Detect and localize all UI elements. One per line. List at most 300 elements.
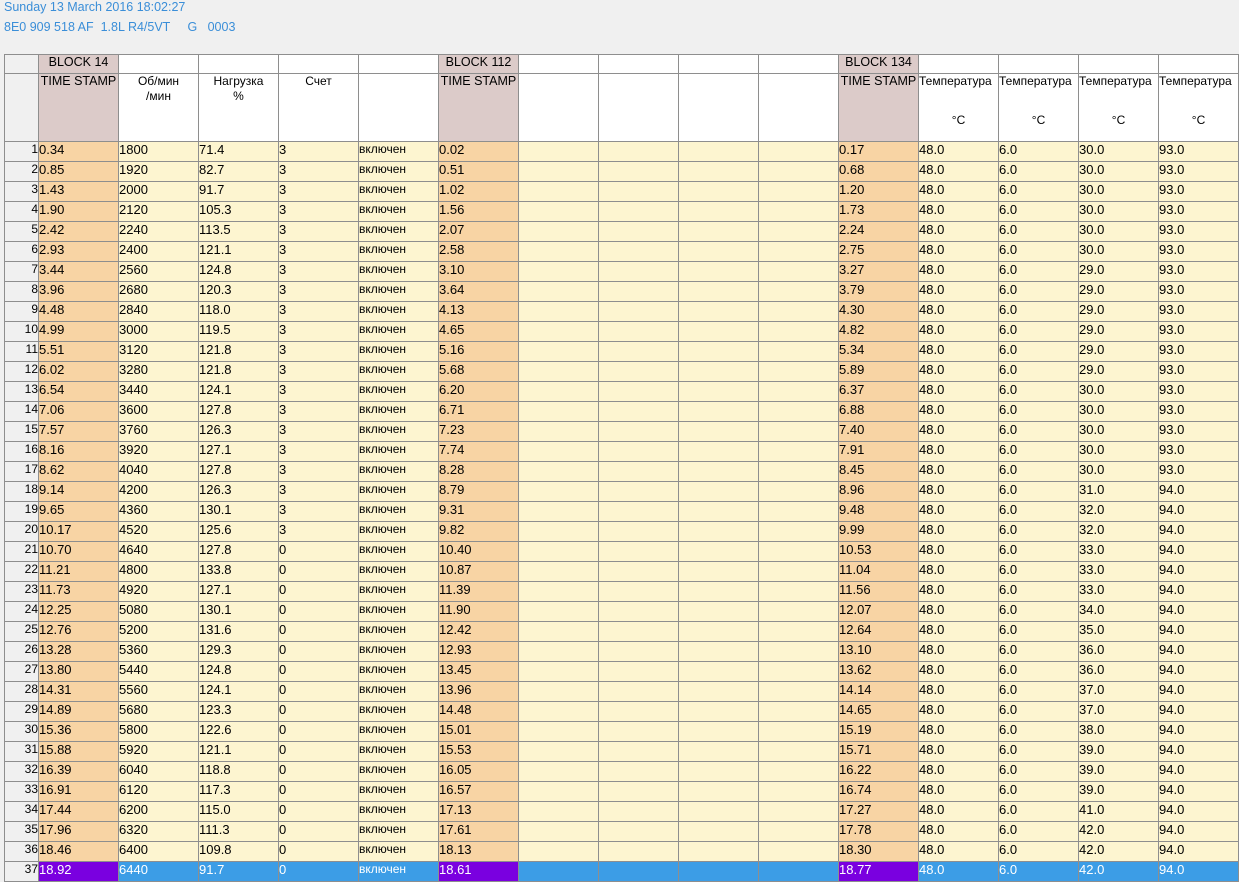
empty-cell[interactable] bbox=[519, 202, 599, 222]
empty-header[interactable] bbox=[679, 74, 759, 142]
temperature-4-value[interactable]: 94.0 bbox=[1159, 482, 1239, 502]
block-134-timestamp[interactable]: 7.40 bbox=[839, 422, 919, 442]
block-134-column[interactable] bbox=[1079, 55, 1159, 74]
count-value[interactable]: 0 bbox=[279, 802, 359, 822]
temperature-3-value[interactable]: 30.0 bbox=[1079, 202, 1159, 222]
rpm-value[interactable]: 4800 bbox=[119, 562, 199, 582]
temperature-1-value[interactable]: 48.0 bbox=[919, 662, 999, 682]
temperature-1-value[interactable]: 48.0 bbox=[919, 642, 999, 662]
empty-cell[interactable] bbox=[519, 242, 599, 262]
empty-cell[interactable] bbox=[759, 482, 839, 502]
empty-cell[interactable] bbox=[599, 862, 679, 882]
temperature-1-value[interactable]: 48.0 bbox=[919, 222, 999, 242]
temperature-2-value[interactable]: 6.0 bbox=[999, 482, 1079, 502]
block-112-timestamp[interactable]: 16.57 bbox=[439, 782, 519, 802]
empty-cell[interactable] bbox=[599, 722, 679, 742]
empty-cell[interactable] bbox=[759, 262, 839, 282]
table-row[interactable] bbox=[5, 202, 1239, 222]
block-112-timestamp[interactable]: 1.02 bbox=[439, 182, 519, 202]
temperature-4-value[interactable]: 94.0 bbox=[1159, 682, 1239, 702]
empty-cell[interactable] bbox=[759, 602, 839, 622]
empty-cell[interactable] bbox=[759, 622, 839, 642]
empty-cell[interactable] bbox=[679, 822, 759, 842]
table-row[interactable] bbox=[5, 742, 1239, 762]
count-value[interactable]: 3 bbox=[279, 282, 359, 302]
count-value[interactable]: 3 bbox=[279, 342, 359, 362]
temperature-2-value[interactable]: 6.0 bbox=[999, 302, 1079, 322]
temperature-1-value[interactable]: 48.0 bbox=[919, 462, 999, 482]
status-value[interactable]: включен bbox=[359, 802, 439, 822]
block-14-timestamp[interactable]: 16.39 bbox=[39, 762, 119, 782]
temperature-4-value[interactable]: 93.0 bbox=[1159, 142, 1239, 162]
empty-cell[interactable] bbox=[759, 442, 839, 462]
empty-cell[interactable] bbox=[599, 762, 679, 782]
empty-cell[interactable] bbox=[599, 162, 679, 182]
rpm-value[interactable]: 2000 bbox=[119, 182, 199, 202]
temperature-4-value[interactable]: 94.0 bbox=[1159, 782, 1239, 802]
empty-cell[interactable] bbox=[519, 342, 599, 362]
empty-cell[interactable] bbox=[519, 462, 599, 482]
temperature-3-value[interactable]: 29.0 bbox=[1079, 342, 1159, 362]
empty-cell[interactable] bbox=[679, 482, 759, 502]
temperature-1-value[interactable]: 48.0 bbox=[919, 142, 999, 162]
block-14-timestamp[interactable]: 10.17 bbox=[39, 522, 119, 542]
rpm-value[interactable]: 1920 bbox=[119, 162, 199, 182]
block-112-timestamp[interactable]: 14.48 bbox=[439, 702, 519, 722]
temperature-3-value[interactable]: 33.0 bbox=[1079, 562, 1159, 582]
temperature-1-value[interactable]: 48.0 bbox=[919, 442, 999, 462]
temperature-2-value[interactable]: 6.0 bbox=[999, 622, 1079, 642]
temperature-3-value[interactable]: 38.0 bbox=[1079, 722, 1159, 742]
empty-cell[interactable] bbox=[759, 822, 839, 842]
rpm-value[interactable]: 2120 bbox=[119, 202, 199, 222]
empty-cell[interactable] bbox=[759, 862, 839, 882]
empty-cell[interactable] bbox=[599, 822, 679, 842]
load-value[interactable]: 120.3 bbox=[199, 282, 279, 302]
rpm-value[interactable]: 4360 bbox=[119, 502, 199, 522]
empty-cell[interactable] bbox=[519, 262, 599, 282]
block-112-timestamp[interactable]: 17.13 bbox=[439, 802, 519, 822]
temperature-2-value[interactable]: 6.0 bbox=[999, 142, 1079, 162]
temperature-1-value[interactable]: 48.0 bbox=[919, 782, 999, 802]
empty-cell[interactable] bbox=[519, 522, 599, 542]
temperature-1-value[interactable]: 48.0 bbox=[919, 762, 999, 782]
rpm-value[interactable]: 2840 bbox=[119, 302, 199, 322]
block-112-column[interactable] bbox=[759, 55, 839, 74]
rpm-value[interactable]: 2240 bbox=[119, 222, 199, 242]
table-row[interactable] bbox=[5, 802, 1239, 822]
rpm-value[interactable]: 6320 bbox=[119, 822, 199, 842]
rpm-header[interactable] bbox=[119, 74, 199, 142]
rpm-value[interactable]: 2560 bbox=[119, 262, 199, 282]
count-header[interactable] bbox=[279, 74, 359, 142]
temperature-2-value[interactable]: 6.0 bbox=[999, 462, 1079, 482]
temperature-2-value[interactable]: 6.0 bbox=[999, 682, 1079, 702]
temperature-1-value[interactable]: 48.0 bbox=[919, 282, 999, 302]
table-row[interactable] bbox=[5, 722, 1239, 742]
load-value[interactable]: 124.8 bbox=[199, 262, 279, 282]
block-134-timestamp[interactable]: 12.64 bbox=[839, 622, 919, 642]
rpm-value[interactable]: 5200 bbox=[119, 622, 199, 642]
count-value[interactable]: 3 bbox=[279, 422, 359, 442]
load-value[interactable]: 71.4 bbox=[199, 142, 279, 162]
temperature-1-value[interactable]: 48.0 bbox=[919, 582, 999, 602]
empty-cell[interactable] bbox=[519, 142, 599, 162]
empty-cell[interactable] bbox=[519, 562, 599, 582]
block-14-timestamp[interactable]: 14.89 bbox=[39, 702, 119, 722]
status-value[interactable]: включен bbox=[359, 642, 439, 662]
empty-header[interactable] bbox=[599, 74, 679, 142]
temperature-header[interactable] bbox=[1079, 74, 1159, 142]
count-value[interactable]: 3 bbox=[279, 322, 359, 342]
table-row[interactable] bbox=[5, 522, 1239, 542]
block-112-timestamp[interactable]: 4.13 bbox=[439, 302, 519, 322]
empty-cell[interactable] bbox=[599, 282, 679, 302]
empty-cell[interactable] bbox=[759, 382, 839, 402]
empty-cell[interactable] bbox=[599, 582, 679, 602]
temperature-1-value[interactable]: 48.0 bbox=[919, 522, 999, 542]
block-134-timestamp[interactable]: 9.48 bbox=[839, 502, 919, 522]
empty-cell[interactable] bbox=[759, 202, 839, 222]
block-112-timestamp[interactable]: 12.42 bbox=[439, 622, 519, 642]
block-134-timestamp[interactable]: 17.78 bbox=[839, 822, 919, 842]
temperature-3-value[interactable]: 39.0 bbox=[1079, 762, 1159, 782]
empty-cell[interactable] bbox=[519, 442, 599, 462]
empty-cell[interactable] bbox=[519, 622, 599, 642]
temperature-2-value[interactable]: 6.0 bbox=[999, 202, 1079, 222]
rpm-value[interactable]: 4040 bbox=[119, 462, 199, 482]
temperature-3-value[interactable]: 30.0 bbox=[1079, 182, 1159, 202]
empty-cell[interactable] bbox=[759, 282, 839, 302]
block-134-timestamp[interactable]: 0.68 bbox=[839, 162, 919, 182]
status-value[interactable]: включен bbox=[359, 202, 439, 222]
block-112-timestamp[interactable]: 15.01 bbox=[439, 722, 519, 742]
empty-cell[interactable] bbox=[519, 662, 599, 682]
empty-cell[interactable] bbox=[599, 682, 679, 702]
temperature-1-value[interactable]: 48.0 bbox=[919, 602, 999, 622]
block-134-timestamp[interactable]: 16.22 bbox=[839, 762, 919, 782]
temperature-3-value[interactable]: 32.0 bbox=[1079, 522, 1159, 542]
empty-cell[interactable] bbox=[599, 342, 679, 362]
empty-cell[interactable] bbox=[679, 322, 759, 342]
rpm-value[interactable]: 5440 bbox=[119, 662, 199, 682]
block-14-timestamp[interactable]: 9.65 bbox=[39, 502, 119, 522]
timestamp-header[interactable]: TIME STAMP bbox=[439, 74, 519, 142]
count-value[interactable]: 3 bbox=[279, 142, 359, 162]
rpm-value[interactable]: 6040 bbox=[119, 762, 199, 782]
empty-cell[interactable] bbox=[759, 222, 839, 242]
empty-cell[interactable] bbox=[759, 522, 839, 542]
temperature-3-value[interactable]: 30.0 bbox=[1079, 162, 1159, 182]
temperature-1-value[interactable]: 48.0 bbox=[919, 382, 999, 402]
empty-cell[interactable] bbox=[679, 402, 759, 422]
block-14-timestamp[interactable]: 18.92 bbox=[39, 862, 119, 882]
count-value[interactable]: 0 bbox=[279, 822, 359, 842]
temperature-1-value[interactable]: 48.0 bbox=[919, 422, 999, 442]
empty-cell[interactable] bbox=[519, 682, 599, 702]
block-134-timestamp[interactable]: 8.45 bbox=[839, 462, 919, 482]
empty-cell[interactable] bbox=[759, 462, 839, 482]
temperature-3-value[interactable]: 42.0 bbox=[1079, 862, 1159, 882]
block-134-timestamp[interactable]: 6.37 bbox=[839, 382, 919, 402]
temperature-2-value[interactable]: 6.0 bbox=[999, 782, 1079, 802]
temperature-4-value[interactable]: 93.0 bbox=[1159, 202, 1239, 222]
rpm-value[interactable]: 5920 bbox=[119, 742, 199, 762]
empty-cell[interactable] bbox=[519, 742, 599, 762]
block-134-label[interactable]: BLOCK 134 bbox=[839, 55, 919, 74]
empty-cell[interactable] bbox=[599, 442, 679, 462]
block-134-timestamp[interactable]: 2.75 bbox=[839, 242, 919, 262]
block-134-timestamp[interactable]: 13.10 bbox=[839, 642, 919, 662]
empty-cell[interactable] bbox=[759, 162, 839, 182]
count-value[interactable]: 0 bbox=[279, 602, 359, 622]
temperature-2-value[interactable]: 6.0 bbox=[999, 222, 1079, 242]
load-value[interactable]: 115.0 bbox=[199, 802, 279, 822]
block-112-timestamp[interactable]: 10.40 bbox=[439, 542, 519, 562]
table-row[interactable] bbox=[5, 182, 1239, 202]
rpm-value[interactable]: 3120 bbox=[119, 342, 199, 362]
temperature-3-value[interactable]: 33.0 bbox=[1079, 582, 1159, 602]
table-row[interactable] bbox=[5, 702, 1239, 722]
block-112-timestamp[interactable]: 9.31 bbox=[439, 502, 519, 522]
block-134-timestamp[interactable]: 15.71 bbox=[839, 742, 919, 762]
empty-cell[interactable] bbox=[599, 702, 679, 722]
temperature-3-value[interactable]: 29.0 bbox=[1079, 262, 1159, 282]
load-value[interactable]: 130.1 bbox=[199, 502, 279, 522]
block-112-timestamp[interactable]: 10.87 bbox=[439, 562, 519, 582]
temperature-2-value[interactable]: 6.0 bbox=[999, 762, 1079, 782]
empty-cell[interactable] bbox=[519, 222, 599, 242]
temperature-1-value[interactable]: 48.0 bbox=[919, 322, 999, 342]
block-14-timestamp[interactable]: 4.48 bbox=[39, 302, 119, 322]
block-14-timestamp[interactable]: 13.80 bbox=[39, 662, 119, 682]
temperature-3-value[interactable]: 30.0 bbox=[1079, 222, 1159, 242]
block-14-timestamp[interactable]: 14.31 bbox=[39, 682, 119, 702]
temperature-4-value[interactable]: 94.0 bbox=[1159, 522, 1239, 542]
rpm-value[interactable]: 3760 bbox=[119, 422, 199, 442]
empty-cell[interactable] bbox=[599, 142, 679, 162]
temperature-3-value[interactable]: 42.0 bbox=[1079, 842, 1159, 862]
empty-cell[interactable] bbox=[759, 362, 839, 382]
empty-cell[interactable] bbox=[599, 362, 679, 382]
temperature-1-value[interactable]: 48.0 bbox=[919, 162, 999, 182]
count-value[interactable]: 0 bbox=[279, 582, 359, 602]
empty-cell[interactable] bbox=[519, 402, 599, 422]
temperature-3-value[interactable]: 29.0 bbox=[1079, 322, 1159, 342]
load-value[interactable]: 127.1 bbox=[199, 442, 279, 462]
temperature-3-value[interactable]: 30.0 bbox=[1079, 462, 1159, 482]
temperature-3-value[interactable]: 42.0 bbox=[1079, 822, 1159, 842]
temperature-4-value[interactable]: 93.0 bbox=[1159, 442, 1239, 462]
block-14-timestamp[interactable]: 6.02 bbox=[39, 362, 119, 382]
temperature-2-value[interactable]: 6.0 bbox=[999, 582, 1079, 602]
temperature-3-value[interactable]: 29.0 bbox=[1079, 362, 1159, 382]
temperature-2-value[interactable]: 6.0 bbox=[999, 282, 1079, 302]
table-row[interactable] bbox=[5, 422, 1239, 442]
block-134-timestamp[interactable]: 12.07 bbox=[839, 602, 919, 622]
load-value[interactable]: 129.3 bbox=[199, 642, 279, 662]
count-value[interactable]: 3 bbox=[279, 242, 359, 262]
block-14-timestamp[interactable]: 2.42 bbox=[39, 222, 119, 242]
temperature-4-value[interactable]: 93.0 bbox=[1159, 462, 1239, 482]
block-112-timestamp[interactable]: 3.64 bbox=[439, 282, 519, 302]
temperature-2-value[interactable]: 6.0 bbox=[999, 702, 1079, 722]
block-134-timestamp[interactable]: 7.91 bbox=[839, 442, 919, 462]
status-value[interactable]: включен bbox=[359, 822, 439, 842]
temperature-3-value[interactable]: 41.0 bbox=[1079, 802, 1159, 822]
load-value[interactable]: 121.8 bbox=[199, 342, 279, 362]
empty-cell[interactable] bbox=[599, 482, 679, 502]
temperature-2-value[interactable]: 6.0 bbox=[999, 262, 1079, 282]
empty-cell[interactable] bbox=[599, 542, 679, 562]
block-134-timestamp[interactable]: 3.27 bbox=[839, 262, 919, 282]
temperature-2-value[interactable]: 6.0 bbox=[999, 442, 1079, 462]
count-value[interactable]: 3 bbox=[279, 262, 359, 282]
block-14-timestamp[interactable]: 7.57 bbox=[39, 422, 119, 442]
empty-cell[interactable] bbox=[679, 842, 759, 862]
temperature-2-value[interactable]: 6.0 bbox=[999, 322, 1079, 342]
empty-cell[interactable] bbox=[599, 642, 679, 662]
temperature-4-value[interactable]: 93.0 bbox=[1159, 182, 1239, 202]
empty-cell[interactable] bbox=[679, 542, 759, 562]
empty-cell[interactable] bbox=[519, 322, 599, 342]
table-row[interactable] bbox=[5, 302, 1239, 322]
temperature-2-value[interactable]: 6.0 bbox=[999, 742, 1079, 762]
status-value[interactable]: включен bbox=[359, 402, 439, 422]
temperature-header[interactable] bbox=[1159, 74, 1239, 142]
status-value[interactable]: включен bbox=[359, 502, 439, 522]
rpm-value[interactable]: 3920 bbox=[119, 442, 199, 462]
empty-cell[interactable] bbox=[679, 162, 759, 182]
count-value[interactable]: 3 bbox=[279, 162, 359, 182]
load-value[interactable]: 125.6 bbox=[199, 522, 279, 542]
empty-cell[interactable] bbox=[599, 602, 679, 622]
load-value[interactable]: 126.3 bbox=[199, 482, 279, 502]
load-value[interactable]: 126.3 bbox=[199, 422, 279, 442]
block-14-timestamp[interactable]: 8.16 bbox=[39, 442, 119, 462]
count-value[interactable]: 0 bbox=[279, 622, 359, 642]
block-112-column[interactable] bbox=[679, 55, 759, 74]
load-value[interactable]: 121.1 bbox=[199, 242, 279, 262]
temperature-4-value[interactable]: 94.0 bbox=[1159, 642, 1239, 662]
block-134-timestamp[interactable]: 5.89 bbox=[839, 362, 919, 382]
temperature-4-value[interactable]: 94.0 bbox=[1159, 562, 1239, 582]
temperature-4-value[interactable]: 93.0 bbox=[1159, 382, 1239, 402]
temperature-1-value[interactable]: 48.0 bbox=[919, 402, 999, 422]
temperature-3-value[interactable]: 29.0 bbox=[1079, 302, 1159, 322]
empty-cell[interactable] bbox=[679, 302, 759, 322]
block-14-timestamp[interactable]: 11.73 bbox=[39, 582, 119, 602]
block-14-column[interactable] bbox=[119, 55, 199, 74]
rpm-value[interactable]: 3280 bbox=[119, 362, 199, 382]
temperature-4-value[interactable]: 94.0 bbox=[1159, 662, 1239, 682]
empty-cell[interactable] bbox=[679, 722, 759, 742]
empty-cell[interactable] bbox=[519, 762, 599, 782]
block-134-timestamp[interactable]: 17.27 bbox=[839, 802, 919, 822]
empty-cell[interactable] bbox=[759, 302, 839, 322]
count-value[interactable]: 0 bbox=[279, 842, 359, 862]
temperature-1-value[interactable]: 48.0 bbox=[919, 822, 999, 842]
empty-cell[interactable] bbox=[759, 562, 839, 582]
load-value[interactable]: 82.7 bbox=[199, 162, 279, 182]
block-112-timestamp[interactable]: 5.16 bbox=[439, 342, 519, 362]
block-112-timestamp[interactable]: 9.82 bbox=[439, 522, 519, 542]
block-14-timestamp[interactable]: 5.51 bbox=[39, 342, 119, 362]
block-134-timestamp[interactable]: 15.19 bbox=[839, 722, 919, 742]
empty-cell[interactable] bbox=[759, 762, 839, 782]
temperature-2-value[interactable]: 6.0 bbox=[999, 362, 1079, 382]
empty-cell[interactable] bbox=[599, 562, 679, 582]
rpm-value[interactable]: 2680 bbox=[119, 282, 199, 302]
temperature-1-value[interactable]: 48.0 bbox=[919, 622, 999, 642]
block-14-timestamp[interactable]: 16.91 bbox=[39, 782, 119, 802]
block-14-column[interactable] bbox=[359, 55, 439, 74]
load-value[interactable]: 111.3 bbox=[199, 822, 279, 842]
count-value[interactable]: 0 bbox=[279, 782, 359, 802]
empty-cell[interactable] bbox=[759, 502, 839, 522]
empty-cell[interactable] bbox=[519, 862, 599, 882]
empty-cell[interactable] bbox=[519, 162, 599, 182]
empty-cell[interactable] bbox=[599, 462, 679, 482]
empty-cell[interactable] bbox=[519, 642, 599, 662]
status-value[interactable]: включен bbox=[359, 382, 439, 402]
status-value[interactable]: включен bbox=[359, 662, 439, 682]
status-value[interactable]: включен bbox=[359, 342, 439, 362]
block-134-timestamp[interactable]: 6.88 bbox=[839, 402, 919, 422]
rpm-value[interactable]: 4520 bbox=[119, 522, 199, 542]
temperature-4-value[interactable]: 93.0 bbox=[1159, 342, 1239, 362]
rpm-value[interactable]: 6400 bbox=[119, 842, 199, 862]
status-header[interactable] bbox=[359, 74, 439, 142]
empty-cell[interactable] bbox=[679, 282, 759, 302]
block-14-timestamp[interactable]: 3.44 bbox=[39, 262, 119, 282]
empty-cell[interactable] bbox=[599, 742, 679, 762]
block-14-timestamp[interactable]: 12.76 bbox=[39, 622, 119, 642]
count-value[interactable]: 0 bbox=[279, 762, 359, 782]
temperature-3-value[interactable]: 31.0 bbox=[1079, 482, 1159, 502]
empty-cell[interactable] bbox=[679, 442, 759, 462]
table-row[interactable] bbox=[5, 682, 1239, 702]
count-value[interactable]: 3 bbox=[279, 442, 359, 462]
block-14-timestamp[interactable]: 17.44 bbox=[39, 802, 119, 822]
empty-cell[interactable] bbox=[679, 802, 759, 822]
empty-cell[interactable] bbox=[679, 522, 759, 542]
empty-cell[interactable] bbox=[759, 842, 839, 862]
empty-cell[interactable] bbox=[679, 362, 759, 382]
block-134-timestamp[interactable]: 9.99 bbox=[839, 522, 919, 542]
empty-cell[interactable] bbox=[599, 842, 679, 862]
status-value[interactable]: включен bbox=[359, 522, 439, 542]
table-row[interactable] bbox=[5, 222, 1239, 242]
empty-cell[interactable] bbox=[679, 462, 759, 482]
status-value[interactable]: включен bbox=[359, 182, 439, 202]
block-134-column[interactable] bbox=[1159, 55, 1239, 74]
empty-cell[interactable] bbox=[519, 722, 599, 742]
empty-header[interactable] bbox=[519, 74, 599, 142]
block-134-column[interactable] bbox=[999, 55, 1079, 74]
status-value[interactable]: включен bbox=[359, 862, 439, 882]
table-row[interactable] bbox=[5, 162, 1239, 182]
temperature-4-value[interactable]: 93.0 bbox=[1159, 322, 1239, 342]
temperature-4-value[interactable]: 94.0 bbox=[1159, 702, 1239, 722]
temperature-4-value[interactable]: 93.0 bbox=[1159, 262, 1239, 282]
temperature-3-value[interactable]: 30.0 bbox=[1079, 242, 1159, 262]
table-row[interactable] bbox=[5, 782, 1239, 802]
empty-cell[interactable] bbox=[759, 802, 839, 822]
temperature-2-value[interactable]: 6.0 bbox=[999, 802, 1079, 822]
empty-cell[interactable] bbox=[679, 862, 759, 882]
table-row[interactable] bbox=[5, 622, 1239, 642]
